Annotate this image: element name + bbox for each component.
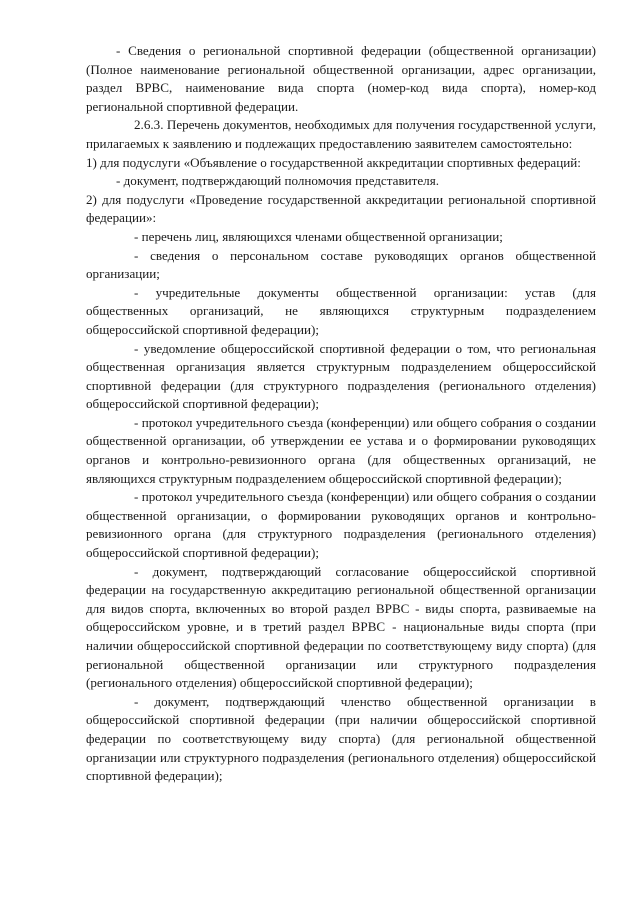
paragraph-section-2-6-3: 2.6.3. Перечень документов, необходимых для получения государственной услуги, прилагаемых к заявлению и подлежащих предоставлению заявителем самостоятельно: (86, 117, 596, 151)
paragraph-subservice-1: 1) для подуслуги «Объявление о государственной аккредитации спортивных федераций: (86, 154, 581, 170)
paragraph-federation-info: - Сведения о региональной спортивной федерации (общественной организации) (Полное наименование региональной общественной организации, адрес организации, раздел ВРВС, наименование вида спорта (номер-код вида спорта), номер-код региональной спортивной федерации. (86, 43, 596, 114)
list-item-members-list: - перечень лиц, являющихся членами общественной организации; (134, 228, 503, 244)
list-item-founding-documents: - учредительные документы общественной организации: устав (для общественных организаций, не являющихся структурным подразделением общероссийской спортивной федерации); (86, 284, 596, 337)
list-item-approval-document: - документ, подтверждающий согласование общероссийской спортивной федерации на государственную аккредитацию региональной общественной организации для видов спорта, включенных во второй раздел ВРВС - виды спорта, развиваемые на общероссийском уровне, и в третий раздел ВРВС - национальные виды спорта (при наличии общероссийской спортивной федерации по соответствующему виду спорта) (для региональной общественной организации или структурного подразделения (регионального отделения) общероссийской спортивной федерации); (86, 563, 596, 691)
list-item-protocol-structural: - протокол учредительного съезда (конференции) или общего собрания о создании общественной организации, о формировании руководящих органов и контрольно-ревизионного органа (для структурного подразделения (регионального отделения) общероссийской спортивной федерации); (86, 489, 596, 561)
list-item-notification: - уведомление общероссийской спортивной федерации о том, что региональная общественная организация является структурным подразделением общероссийской спортивной федерации (для структурного подразделения (регионального отделения) общероссийской спортивной федерации); (86, 340, 596, 412)
list-item-governing-bodies: - сведения о персональном составе руководящих органов общественной организации; (86, 247, 596, 282)
list-item-protocol-charter: - протокол учредительного съезда (конференции) или общего собрания о создании общественной организации, об утверждении ее устава и о формировании руководящих органов и контрольно-ревизионного органа (для общественных организаций, не являющихся структурным подразделением общероссийской спортивной федерации); (86, 414, 596, 486)
paragraph-subservice-2: 2) для подуслуги «Проведение государственной аккредитации региональной спортивной федерации»: (86, 191, 596, 226)
list-item-representative-authority: - документ, подтверждающий полномочия представителя. (116, 173, 439, 189)
list-item-membership-document: - документ, подтверждающий членство общественной организации в общероссийской спортивной федерации (при наличии общероссийской спортивной федерации по соответствующему виду спорта) (для региональной общественной организации или структурного подразделения (регионального отделения) общероссийской спортивной федерации); (86, 693, 596, 784)
document-page (86, 42, 596, 786)
